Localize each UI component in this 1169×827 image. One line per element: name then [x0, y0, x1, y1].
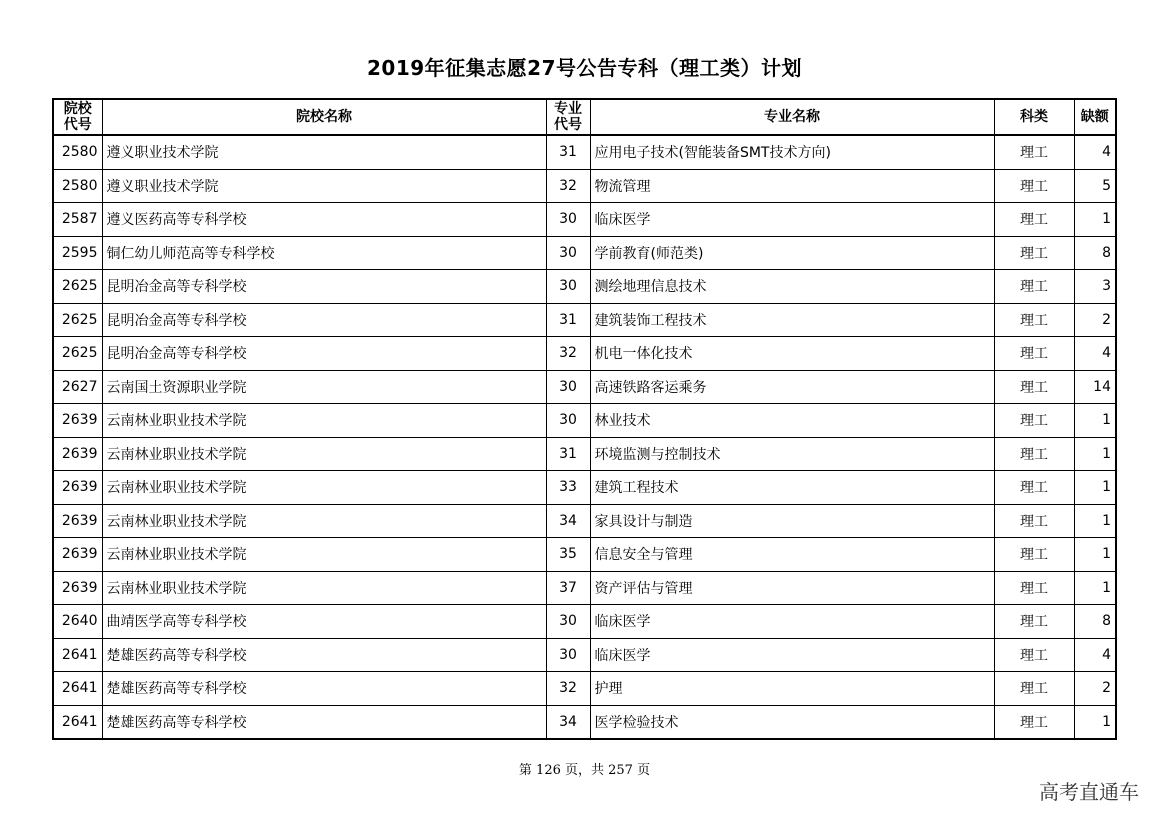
cell-school-name: 遵义职业技术学院: [102, 135, 546, 169]
table-row: [53, 437, 1116, 471]
cell-school-name: 云南林业职业技术学院: [102, 437, 546, 471]
cell-vacancies: 8: [1074, 236, 1116, 270]
cell-major-code: 30: [546, 370, 590, 404]
cell-vacancies: 3: [1074, 270, 1116, 304]
cell-category: 理工: [994, 437, 1074, 471]
cell-major-code: 31: [546, 135, 590, 169]
cell-major-name: 临床医学: [590, 203, 994, 237]
cell-major-code: 37: [546, 571, 590, 605]
cell-major-code: 30: [546, 638, 590, 672]
cell-school-name: 昆明冶金高等专科学校: [102, 270, 546, 304]
cell-category: 理工: [994, 169, 1074, 203]
table-row: [53, 135, 1116, 169]
cell-vacancies: 1: [1074, 471, 1116, 505]
cell-school-code: 2640: [53, 605, 102, 639]
cell-major-name: 家具设计与制造: [590, 504, 994, 538]
cell-vacancies: 2: [1074, 672, 1116, 706]
cell-school-code: 2641: [53, 638, 102, 672]
cell-vacancies: 1: [1074, 203, 1116, 237]
cell-major-name: 临床医学: [590, 638, 994, 672]
cell-major-name: 护理: [590, 672, 994, 706]
table-row: [53, 538, 1116, 572]
cell-school-code: 2625: [53, 303, 102, 337]
cell-major-name: 资产评估与管理: [590, 571, 994, 605]
cell-major-code: 31: [546, 437, 590, 471]
table-row: [53, 337, 1116, 371]
table-row: [53, 504, 1116, 538]
cell-school-code: 2639: [53, 571, 102, 605]
cell-category: 理工: [994, 605, 1074, 639]
cell-vacancies: 5: [1074, 169, 1116, 203]
cell-major-code: 31: [546, 303, 590, 337]
cell-major-code: 30: [546, 236, 590, 270]
cell-school-name: 云南林业职业技术学院: [102, 471, 546, 505]
cell-school-name: 楚雄医药高等专科学校: [102, 672, 546, 706]
cell-category: 理工: [994, 705, 1074, 739]
cell-school-code: 2639: [53, 538, 102, 572]
cell-category: 理工: [994, 504, 1074, 538]
cell-school-name: 云南国土资源职业学院: [102, 370, 546, 404]
cell-school-code: 2641: [53, 672, 102, 706]
cell-school-name: 昆明冶金高等专科学校: [102, 303, 546, 337]
cell-school-code: 2639: [53, 504, 102, 538]
cell-school-code: 2580: [53, 135, 102, 169]
cell-school-name: 云南林业职业技术学院: [102, 504, 546, 538]
table-row: [53, 638, 1116, 672]
cell-category: 理工: [994, 370, 1074, 404]
table-row: [53, 571, 1116, 605]
cell-major-code: 30: [546, 404, 590, 438]
cell-school-name: 曲靖医学高等专科学校: [102, 605, 546, 639]
cell-category: 理工: [994, 404, 1074, 438]
cell-major-code: 34: [546, 705, 590, 739]
cell-vacancies: 1: [1074, 504, 1116, 538]
table-row: [53, 236, 1116, 270]
header-major-name: 专业名称: [590, 99, 994, 135]
cell-school-code: 2641: [53, 705, 102, 739]
header-vacancies: 缺额: [1074, 99, 1116, 135]
cell-category: 理工: [994, 270, 1074, 304]
cell-category: 理工: [994, 672, 1074, 706]
cell-school-name: 云南林业职业技术学院: [102, 538, 546, 572]
cell-major-name: 机电一体化技术: [590, 337, 994, 371]
cell-school-name: 铜仁幼儿师范高等专科学校: [102, 236, 546, 270]
cell-major-name: 建筑工程技术: [590, 471, 994, 505]
cell-major-name: 环境监测与控制技术: [590, 437, 994, 471]
table-row: [53, 672, 1116, 706]
cell-major-name: 建筑装饰工程技术: [590, 303, 994, 337]
cell-category: 理工: [994, 135, 1074, 169]
cell-school-code: 2595: [53, 236, 102, 270]
table-row: [53, 404, 1116, 438]
cell-major-name: 临床医学: [590, 605, 994, 639]
cell-vacancies: 1: [1074, 437, 1116, 471]
cell-school-code: 2639: [53, 404, 102, 438]
cell-vacancies: 2: [1074, 303, 1116, 337]
cell-major-code: 34: [546, 504, 590, 538]
table-row: [53, 169, 1116, 203]
cell-vacancies: 1: [1074, 571, 1116, 605]
cell-category: 理工: [994, 571, 1074, 605]
cell-vacancies: 4: [1074, 638, 1116, 672]
cell-category: 理工: [994, 337, 1074, 371]
table-row: [53, 705, 1116, 739]
cell-major-name: 医学检验技术: [590, 705, 994, 739]
table-header-row: [53, 99, 1116, 135]
enrollment-plan-table: [52, 98, 1117, 740]
cell-school-name: 遵义职业技术学院: [102, 169, 546, 203]
cell-major-name: 林业技术: [590, 404, 994, 438]
cell-school-code: 2587: [53, 203, 102, 237]
cell-category: 理工: [994, 303, 1074, 337]
cell-category: 理工: [994, 538, 1074, 572]
cell-school-name: 遵义医药高等专科学校: [102, 203, 546, 237]
cell-school-name: 楚雄医药高等专科学校: [102, 638, 546, 672]
cell-major-name: 应用电子技术(智能装备SMT技术方向): [590, 135, 994, 169]
table-row: [53, 471, 1116, 505]
cell-school-code: 2639: [53, 471, 102, 505]
cell-category: 理工: [994, 638, 1074, 672]
table-row: [53, 303, 1116, 337]
cell-school-name: 昆明冶金高等专科学校: [102, 337, 546, 371]
cell-vacancies: 4: [1074, 337, 1116, 371]
cell-school-code: 2639: [53, 437, 102, 471]
cell-school-code: 2625: [53, 270, 102, 304]
cell-major-code: 32: [546, 169, 590, 203]
cell-vacancies: 4: [1074, 135, 1116, 169]
cell-major-name: 高速铁路客运乘务: [590, 370, 994, 404]
cell-school-name: 楚雄医药高等专科学校: [102, 705, 546, 739]
cell-major-name: 学前教育(师范类): [590, 236, 994, 270]
cell-major-code: 35: [546, 538, 590, 572]
page-title: 2019年征集志愿27号公告专科（理工类）计划: [367, 56, 802, 80]
cell-vacancies: 1: [1074, 705, 1116, 739]
cell-major-name: 信息安全与管理: [590, 538, 994, 572]
cell-vacancies: 1: [1074, 404, 1116, 438]
cell-category: 理工: [994, 236, 1074, 270]
cell-vacancies: 8: [1074, 605, 1116, 639]
header-school-name: 院校名称: [102, 99, 546, 135]
table-row: [53, 270, 1116, 304]
header-school-code: 院校 代号: [53, 99, 102, 135]
cell-vacancies: 1: [1074, 538, 1116, 572]
cell-school-code: 2625: [53, 337, 102, 371]
cell-major-code: 32: [546, 672, 590, 706]
header-category: 科类: [994, 99, 1074, 135]
cell-major-code: 30: [546, 203, 590, 237]
cell-vacancies: 14: [1074, 370, 1116, 404]
cell-school-code: 2580: [53, 169, 102, 203]
cell-school-name: 云南林业职业技术学院: [102, 404, 546, 438]
cell-school-name: 云南林业职业技术学院: [102, 571, 546, 605]
cell-major-code: 30: [546, 270, 590, 304]
cell-major-code: 32: [546, 337, 590, 371]
watermark-text: 高考直通车: [1039, 780, 1139, 804]
page-footer: 第 126 页，共 257 页: [518, 763, 651, 778]
table-row: [53, 370, 1116, 404]
cell-major-code: 33: [546, 471, 590, 505]
cell-major-name: 测绘地理信息技术: [590, 270, 994, 304]
cell-major-name: 物流管理: [590, 169, 994, 203]
header-major-code: 专业 代号: [546, 99, 590, 135]
table-row: [53, 203, 1116, 237]
cell-category: 理工: [994, 203, 1074, 237]
cell-school-code: 2627: [53, 370, 102, 404]
table-row: [53, 605, 1116, 639]
cell-category: 理工: [994, 471, 1074, 505]
cell-major-code: 30: [546, 605, 590, 639]
